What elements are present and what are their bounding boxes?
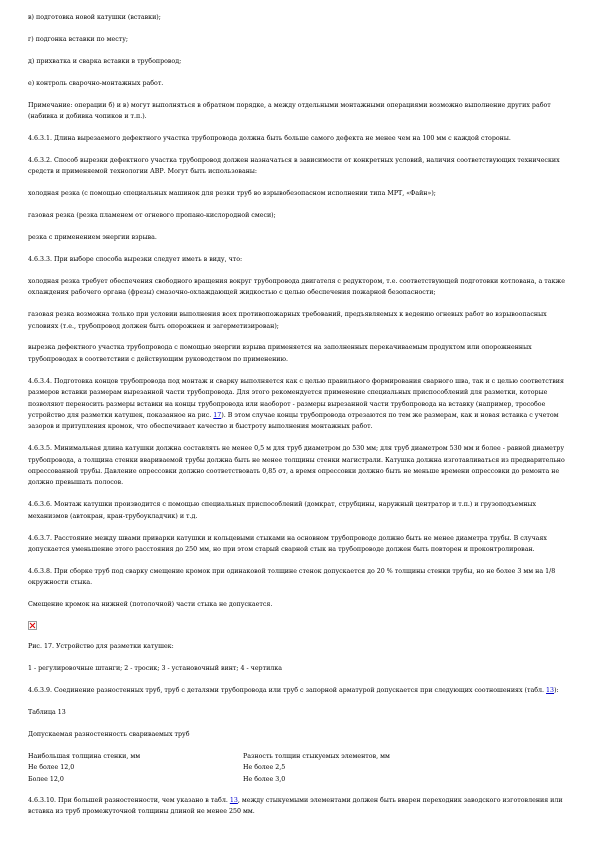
figure-legend: 1 - регулировочные штанги; 2 - тросик; 3 - установочный винт; 4 - чертилка [28, 665, 282, 673]
paragraph: газовая резка возможна только при условии выполнения всех противопожарных требований, предъявляемых к ведению огневых работ во взрывоопасных условиях (т.е., трубопровод должен быть опорожнен и загерметизирован); [28, 311, 547, 330]
paragraph-4-6-3-9: 4.6.3.9. Соединение разностенных труб, труб с деталями трубопровода или труб с запорной арматурой допускается при следующих соотношениях (табл. 13): [28, 687, 559, 695]
table-header-row [28, 751, 390, 762]
paragraph: 4.6.3.6. Монтаж катушки производится с помощью специальных приспособлений (домкрат, струбцины, наружный центратор и т.п.) и грузоподъемных механизмов (автокран, кран-трубоукладчик) и т.д. [28, 501, 537, 520]
paragraph-4-6-3-4: 4.6.3.4. Подготовка концов трубопровода под монтаж и сварку выполняется как с целью правильного формирования сварного шва, так и с целью соответствия размеров вставки размерам вырезанной части трубопровода. Для этого рекомендуется применение специальных приспособлений для разметки, которые позволяют переносить размеры вставки на концы трубопровода или наоборот - размеры вырезанной части трубопровода на вставку (например, трособое устройство для разметки катушек, показанное на рис. 17). В этом случае концы трубопровода отрезаются по тем же размерам, как и новая вставка с учетом зазоров и притупления кромок, что обеспечивает качество и быстроту выполнения монтажных работ. [28, 377, 564, 431]
paragraph: 4.6.3.5. Минимальная длина катушки должна составлять не менее 0,5 м для труб диаметром до 530 мм; для труб диаметром 530 мм и более - равной диаметру трубопровода, а толщина стенки ввариваемой трубы должна быть не менее толщины стенки магистрали. Катушка должна изготавливаться из предварительно опрессованной трубы. Давление опрессовки должно соответствовать 0,85 σт, а время опрессовки должно быть не меньше времени опрессовки до ремонта не должно превышать полосов. [28, 445, 565, 487]
table-cell: Не более 12,0 [28, 764, 75, 772]
table-cell: Не более 2,5 [243, 764, 286, 772]
broken-image-icon [28, 621, 37, 630]
paragraph: Примечание: операции б) и в) могут выполняться в обратном порядке, а между отдельными монтажными операциями возможно выполнение других работ (набивка и добивка чопиков и т.п.). [28, 101, 551, 121]
table-row [28, 762, 390, 773]
figure-17-link[interactable]: 17 [213, 411, 222, 419]
table-13-link[interactable]: 13 [546, 687, 555, 695]
table-caption: Допускаемая разностенность свариваемых труб [28, 730, 190, 738]
paragraph-group-mid [28, 443, 568, 610]
wall-thickness-table [28, 751, 390, 785]
table-cell: Не более 3,0 [243, 775, 286, 783]
paragraph: 4.6.3.3. При выборе способа вырезки следует иметь в виду, что: [28, 255, 243, 263]
table-title: Таблица 13 [28, 708, 66, 716]
table-cell: Более 12,0 [28, 775, 64, 783]
paragraph: газовая резка (резка пламенем от огневого пропано-кислородной смеси); [28, 212, 276, 220]
paragraph: вырезка дефектного участка трубопровода с помощью энергии взрыва применяется на заполненных перекачиваемым продуктом или опорожненных трубопроводах в соответствии с действующим руководством по применению. [28, 344, 532, 363]
paragraph: д) прихватка и сварка вставки в трубопровод; [28, 57, 182, 65]
paragraph-4-6-3-10: 4.6.3.10. При большей разностенности, чем указано в табл. 13, между стыкуемыми элементами должен быть вварен переходник заводского изготовления или вставка из труб промежуточной толщины длиной не менее 250 мм. [28, 796, 563, 816]
table-13-link[interactable]: 13 [229, 796, 238, 804]
paragraph: г) подгонка вставки по месту; [28, 35, 129, 43]
paragraph-group-top [28, 12, 568, 365]
paragraph: е) контроль сварочно-монтажных работ. [28, 79, 164, 87]
paragraph: холодная резка требует обеспечения свободного вращения вокруг трубопровода двигателя с редуктором, т.е. соответствующей подготовки котлована, а также охлаждения рабочего органа (фрезы) смазочно-охлаждающей жидкостью с целью обеспечения пожарной безопасности; [28, 277, 565, 297]
table-header-cell: Разность толщин стыкуемых элементов, мм [243, 752, 390, 760]
paragraph: в) подготовка новой катушки (вставки); [28, 14, 161, 21]
figure-caption: Рис. 17. Устройство для разметки катушек: [28, 643, 174, 651]
document-page [28, 12, 568, 828]
paragraph: 4.6.3.1. Длина вырезаемого дефектного участка трубопровода должна быть больше самого дефекта не менее чем на 100 мм с каждой стороны. [28, 134, 511, 142]
paragraph: резка с применением энергии взрыва. [28, 233, 157, 241]
paragraph: 4.6.3.8. При сборке труб под сварку смещение кромок при одинаковой толщине стенок допускается до 20 % толщины стенки трубы, но не более 3 мм на 1/8 окружности стыка. [28, 568, 556, 587]
paragraph: Смещение кромок на нижней (потолочной) части стыка не допускается. [28, 601, 273, 609]
paragraph: 4.6.3.7. Расстояние между швами приварки катушки и кольцевыми стыками на основном трубопроводе должно быть не менее диаметра трубы. В случаях допускается уменьшение этого расстояния до 250 мм, но при этом старый сварной стык на трубопроводе должен быть повторен и проконтролирован. [28, 534, 547, 554]
paragraph: 4.6.3.2. Способ вырезки дефектного участка трубопровод должен назначаться в зависимости от конкретных условий, наличия соответствующих технических средств и применяемой технологии АВР. Могут быть использованы: [28, 156, 560, 176]
paragraph: холодная резка (с помощью специальных машинок для резки труб во взрывобезопасном исполнении типа МРТ, «Файн»); [28, 190, 436, 198]
table-header-cell: Наибольшая толщина стенки, мм [28, 752, 141, 760]
table-row [28, 774, 390, 785]
